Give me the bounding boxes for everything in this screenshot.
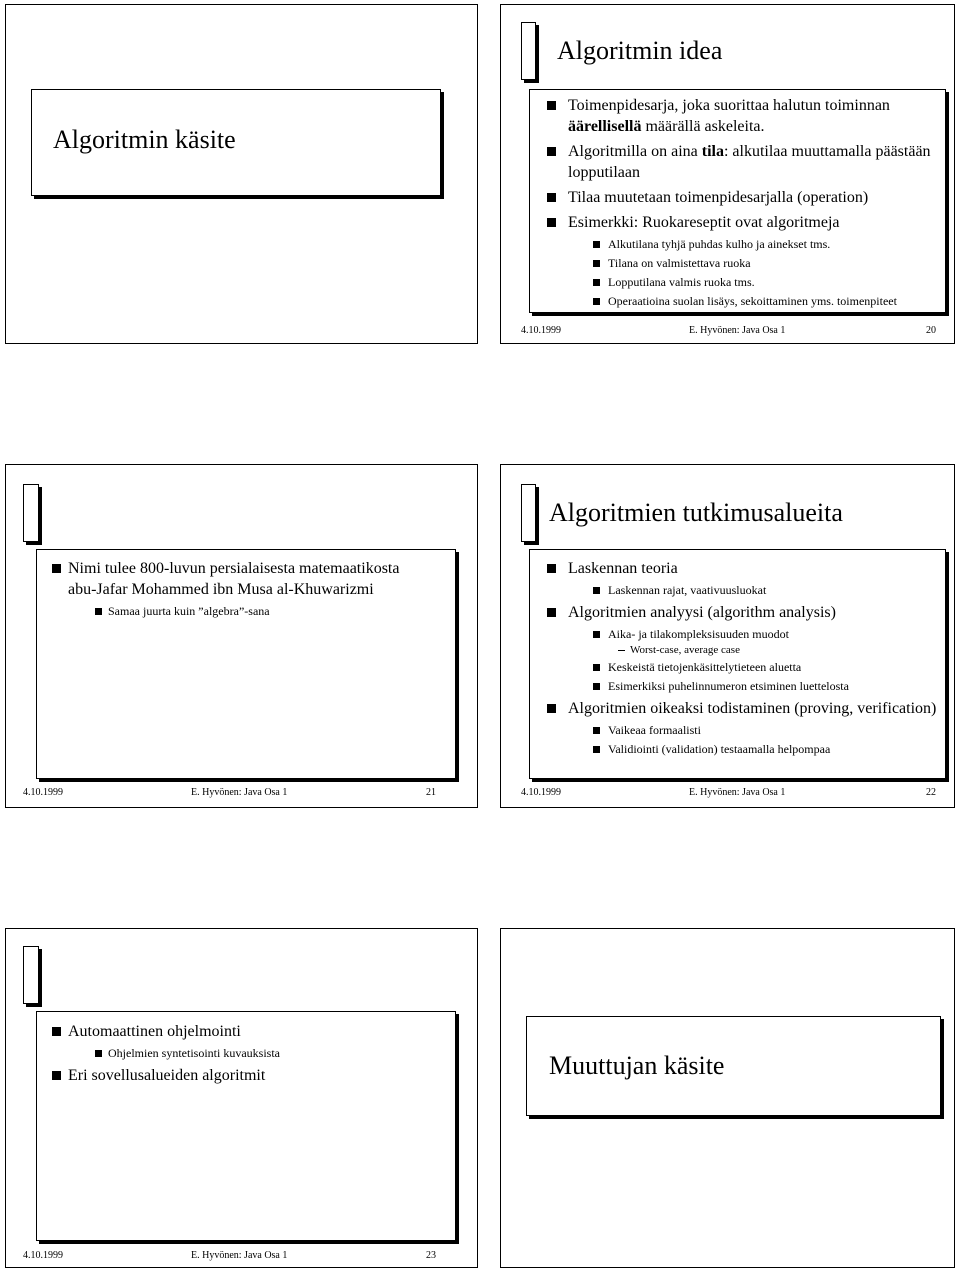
bullet-square-icon [547,101,556,110]
bullet-item [568,698,938,719]
slide-22 [500,464,955,808]
slide-19 [5,4,478,344]
slide-footer [501,787,954,799]
bullet-item [68,1065,420,1086]
bullet-item [568,602,938,623]
title-accent-bar [23,946,39,1004]
footer-date: 4.10.1999 [23,1250,63,1261]
footer-date: 4.10.1999 [521,325,561,336]
footer-page-number: 22 [926,787,936,798]
sub-bullet-item [108,604,455,619]
sub-bullet-text: Ohjelmien syntetisointi kuvauksista [108,1046,280,1060]
sub-bullet-item [608,275,945,290]
bullet-square-icon [95,608,102,615]
bullet-square-icon [593,279,600,286]
dash-bullet-icon [618,650,625,651]
bullet-square-icon [52,1071,61,1080]
bullet-text: Algoritmilla on aina [568,143,702,160]
bullet-square-icon [593,260,600,267]
footer-page-number: 23 [426,1250,436,1261]
bullet-text: määrällä askeleita. [641,118,765,135]
bullet-item [568,141,938,183]
bullet-square-icon [593,587,600,594]
bullet-text: Nimi tulee 800-luvun persialaisesta matemaatikosta abu-Jafar Mohammed ibn Musa al-Khuwarizmi [68,560,400,598]
bullet-item [568,212,938,233]
bullet-item [68,558,420,600]
bullet-square-icon [547,564,556,573]
slide-footer [501,325,954,337]
sub-bullet-text: Esimerkiksi puhelinnumeron etsiminen luettelosta [608,679,849,693]
bullet-square-icon [593,727,600,734]
bullet-square-icon [593,241,600,248]
title-accent-bar [521,22,536,80]
bullet-text: : alkutilaa muuttamalla päästään lopputilaan [568,143,931,181]
sub-bullet-item [608,256,945,271]
sub-bullet-text: Laskennan rajat, vaativuusluokat [608,583,767,597]
footer-page-number: 21 [426,787,436,798]
bullet-text: Esimerkki: Ruokareseptit ovat algoritmeja [568,214,840,231]
sub-bullet-item [608,583,945,598]
sub-bullet-item [608,660,945,675]
sub-bullet-item [608,294,945,309]
slide-23 [5,928,478,1268]
bullet-text: Automaattinen ohjelmointi [68,1023,241,1040]
bullet-item [568,558,938,579]
bullet-square-icon [593,298,600,305]
footer-date: 4.10.1999 [521,787,561,798]
bullet-square-icon [593,683,600,690]
sub-bullet-item [608,237,945,252]
bullet-square-icon [547,704,556,713]
slide-title: Algoritmin käsite [53,125,236,154]
bullet-text: Toimenpidesarja, joka suorittaa halutun toiminnan [568,97,890,114]
footer-author: E. Hyvönen: Java Osa 1 [689,325,786,336]
content-box [36,549,456,779]
slide-title: Muuttujan käsite [549,1051,725,1080]
slide-20 [500,4,955,344]
sub-bullet-text: Keskeistä tietojenkäsittelytieteen aluetta [608,660,802,674]
sub-bullet-text: Lopputilana valmis ruoka tms. [608,275,755,289]
bullet-text: Tilaa muutetaan toimenpidesarjalla (operation) [568,189,869,206]
footer-author: E. Hyvönen: Java Osa 1 [689,787,786,798]
sub-bullet-text: Alkutilana tyhjä puhdas kulho ja ainekset tms. [608,237,831,251]
sub-bullet-text: Operaatioina suolan lisäys, sekoittaminen yms. toimenpiteet [608,294,897,308]
bullet-text: Eri sovellusalueiden algoritmit [68,1067,266,1084]
bullet-square-icon [52,1027,61,1036]
sub-bullet-item [608,723,945,738]
bold-term: tila [701,143,724,160]
footer-author: E. Hyvönen: Java Osa 1 [191,787,288,798]
sub-bullet-item [608,742,945,757]
sub-sub-bullet-item [630,644,945,656]
bullet-text: Algoritmien analyysi (algorithm analysis) [568,604,836,621]
footer-date: 4.10.1999 [23,787,63,798]
sub-bullet-text: Samaa juurta kuin ”algebra”-sana [108,604,270,618]
footer-page-number: 20 [926,325,936,336]
slide-title: Algoritmin idea [557,36,723,65]
sub-bullet-item [108,1046,455,1061]
bullet-square-icon [52,564,61,573]
slide-footer [6,787,477,799]
content-box [529,549,946,779]
sub-bullet-item [608,627,945,642]
bullet-text: Algoritmien oikeaksi todistaminen (proving, verification) [568,700,937,717]
sub-sub-bullet-text: Worst-case, average case [630,644,740,656]
title-accent-bar [23,484,39,542]
sub-bullet-text: Tilana on valmistettava ruoka [608,256,751,270]
bullet-text: Laskennan teoria [568,560,678,577]
footer-author: E. Hyvönen: Java Osa 1 [191,1250,288,1261]
bold-term: äärellisellä [568,118,642,135]
bullet-square-icon [547,193,556,202]
slide-title: Algoritmien tutkimusalueita [549,498,843,527]
bullet-item [68,1021,420,1042]
bullet-square-icon [593,664,600,671]
content-box [529,89,946,313]
sub-bullet-text: Vaikeaa formaalisti [608,723,701,737]
title-accent-bar [521,484,536,542]
bullet-square-icon [593,746,600,753]
bullet-square-icon [547,147,556,156]
bullet-square-icon [95,1050,102,1057]
bullet-square-icon [593,631,600,638]
sub-bullet-text: Aika- ja tilakompleksisuuden muodot [608,627,789,641]
bullet-square-icon [547,218,556,227]
slide-21 [5,464,478,808]
sub-bullet-item [608,679,945,694]
slide-footer [6,1250,477,1262]
title-box [526,1016,941,1116]
slide-24 [500,928,955,1268]
content-box [36,1011,456,1241]
bullet-square-icon [547,608,556,617]
bullet-item [568,187,938,208]
bullet-item [568,95,938,137]
sub-bullet-text: Validiointi (validation) testaamalla helpompaa [608,742,831,756]
title-box [31,89,441,196]
